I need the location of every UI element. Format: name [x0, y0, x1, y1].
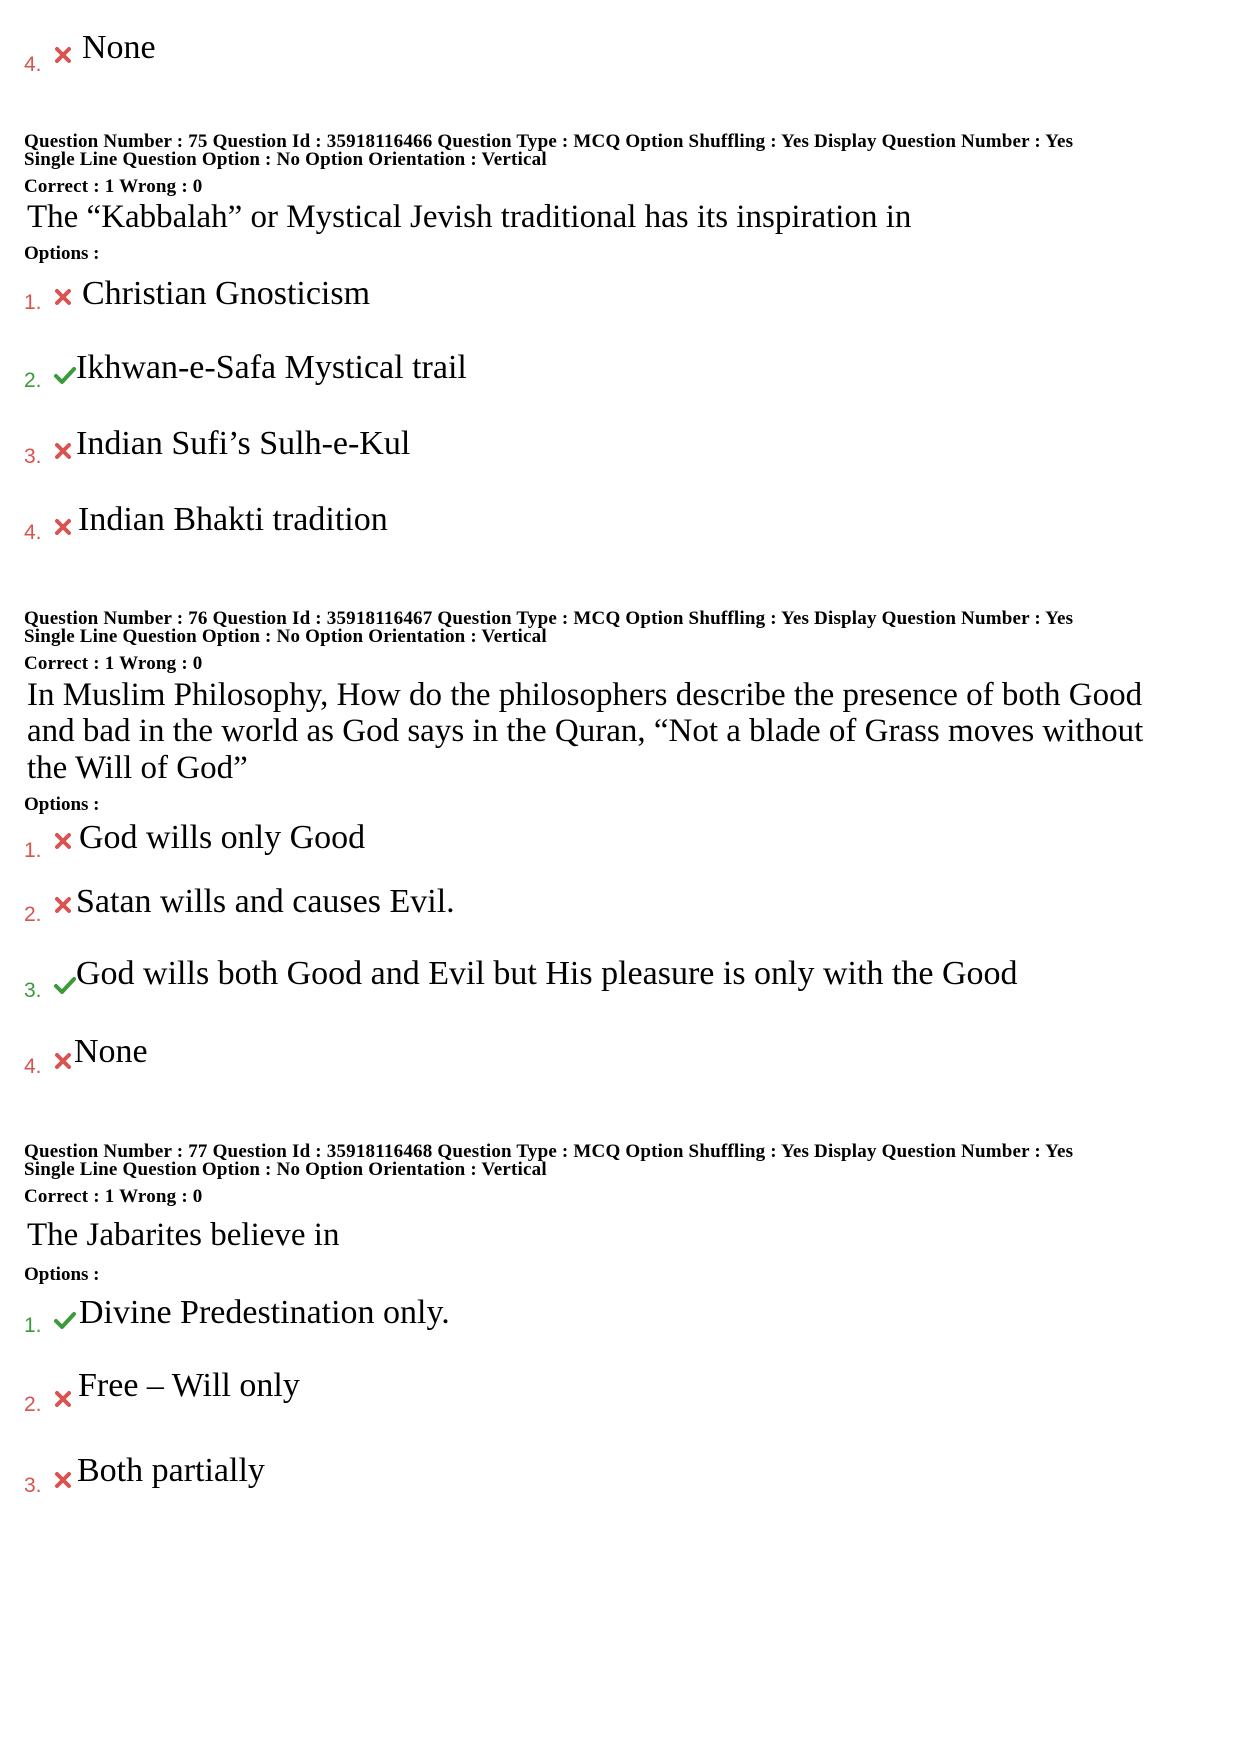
wrong-cross-icon	[54, 1052, 72, 1070]
options-label: Options :	[24, 1264, 100, 1285]
question-meta-line1: Question Number : 77 Question Id : 35918116468 Question Type : MCQ Option Shuffling : Yes Display Question Number : Yes	[24, 1141, 1074, 1162]
question-text: The “Kabbalah” or Mystical Jevish traditional has its inspiration in	[27, 199, 912, 235]
option-text: None	[74, 1033, 148, 1070]
option-text: Both partially	[77, 1452, 265, 1489]
options-label: Options :	[24, 243, 100, 264]
option-row	[24, 818, 1204, 868]
question-meta-line1: Question Number : 75 Question Id : 35918116466 Question Type : MCQ Option Shuffling : Yes Display Question Number : Yes	[24, 131, 1074, 152]
wrong-cross-icon	[54, 1390, 72, 1408]
correct-check-icon	[54, 976, 76, 994]
option-row	[24, 28, 1204, 78]
option-text: Christian Gnosticism	[82, 275, 371, 312]
option-text: Divine Predestination only.	[79, 1294, 450, 1331]
wrong-cross-icon	[54, 832, 72, 850]
wrong-cross-icon	[54, 46, 72, 64]
question-meta-line2: Single Line Question Option : No Option Orientation : Vertical	[24, 626, 547, 647]
option-row	[24, 882, 1204, 932]
option-row	[24, 424, 1204, 474]
option-row	[24, 1366, 1204, 1416]
option-text: None	[82, 29, 156, 66]
options-label: Options :	[24, 794, 100, 815]
option-text: Indian Bhakti tradition	[78, 501, 388, 538]
option-number: 3.	[24, 445, 42, 468]
question-text-line: the Will of God”	[27, 750, 248, 786]
option-row	[24, 500, 1204, 550]
correct-check-icon	[54, 366, 76, 384]
wrong-cross-icon	[54, 518, 72, 536]
question-meta-line2: Single Line Question Option : No Option Orientation : Vertical	[24, 149, 547, 170]
option-text: Free – Will only	[78, 1367, 300, 1404]
question-marks: Correct : 1 Wrong : 0	[24, 176, 203, 197]
option-row	[24, 1032, 1204, 1082]
option-number: 1.	[24, 839, 42, 862]
option-text: Satan wills and causes Evil.	[76, 883, 455, 920]
option-row	[24, 348, 1204, 398]
question-meta-line1: Question Number : 76 Question Id : 35918116467 Question Type : MCQ Option Shuffling : Yes Display Question Number : Yes	[24, 608, 1074, 629]
correct-check-icon	[54, 1311, 76, 1329]
wrong-cross-icon	[54, 1471, 72, 1489]
option-text: Indian Sufi’s Sulh-e-Kul	[76, 425, 411, 462]
option-number: 2.	[24, 903, 42, 926]
wrong-cross-icon	[54, 288, 72, 306]
option-number: 3.	[24, 979, 42, 1002]
option-row	[24, 1451, 1204, 1501]
question-meta-line2: Single Line Question Option : No Option Orientation : Vertical	[24, 1159, 547, 1180]
option-number: 2.	[24, 369, 42, 392]
option-text: God wills only Good	[79, 819, 366, 856]
question-text-line: In Muslim Philosophy, How do the philosophers describe the presence of both Good	[27, 677, 1143, 713]
option-number: 4.	[24, 1055, 42, 1078]
wrong-cross-icon	[54, 442, 72, 460]
question-text: The Jabarites believe in	[27, 1217, 340, 1253]
option-text: God wills both Good and Evil but His pleasure is only with the Good	[76, 955, 1018, 992]
option-row	[24, 1293, 1204, 1343]
question-text-line: and bad in the world as God says in the Quran, “Not a blade of Grass moves without	[27, 713, 1144, 749]
question-marks: Correct : 1 Wrong : 0	[24, 1186, 203, 1207]
option-number: 1.	[24, 291, 42, 314]
option-number: 4.	[24, 53, 42, 76]
question-marks: Correct : 1 Wrong : 0	[24, 653, 203, 674]
option-number: 3.	[24, 1474, 42, 1497]
option-row	[24, 954, 1204, 1004]
option-number: 4.	[24, 521, 42, 544]
option-row	[24, 274, 1204, 324]
wrong-cross-icon	[54, 896, 72, 914]
option-text: Ikhwan-e-Safa Mystical trail	[76, 349, 467, 386]
option-number: 2.	[24, 1393, 42, 1416]
option-number: 1.	[24, 1314, 42, 1337]
